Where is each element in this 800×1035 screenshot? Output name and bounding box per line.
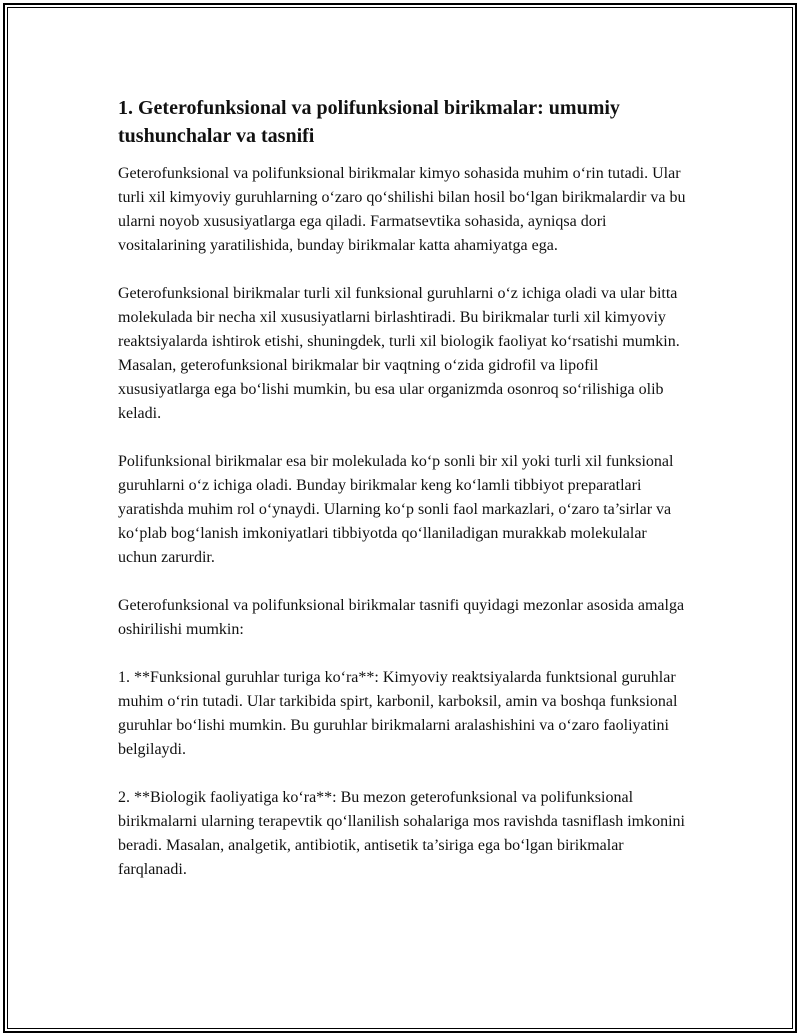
paragraph-classification-intro: Geterofunksional va polifunksional birikmalar tasnifi quyidagi mezonlar asosida amalga oshirilishi mumkin: xyxy=(118,597,685,638)
list-item-biological-activity: 2. **Biologik faoliyatiga ko‘ra**: Bu mezon geterofunksional va polifunksional birikmalarni ularning terapevtik qo‘llanilish sohalariga mos ravishda tasniflash imkonini beradi. Masalan, analgetik, antibiotik, antisetik ta’siriga ega bo‘lgan birikmalar farqlanadi. xyxy=(118,789,685,878)
paragraph-heterofunctional: Geterofunksional birikmalar turli xil funksional guruhlarni o‘z ichiga oladi va ular bitta molekulada bir necha xil xususiyatlarni birlashtiradi. Bu birikmalar turli xil kimyoviy reaktsiyalarda ishtirok etishi, shuningdek, turli xil biologik faoliyat ko‘rsatishi mumkin. Masalan, geterofunksional birikmalar bir vaqtning o‘zida gidrofil va lipofil xususiyatlarga ega bo‘lishi mumkin, bu esa ular organizmda osonroq so‘rilishiga olib keladi. xyxy=(118,285,680,422)
document-body xyxy=(118,94,688,906)
list-item-functional-groups: 1. **Funksional guruhlar turiga ko‘ra**: Kimyoviy reaktsiyalarda funktsional guruhlar muhim o‘rin tutadi. Ular tarkibida spirt, karbonil, karboksil, amin va boshqa funksional guruhlar bo‘lishi mumkin. Bu guruhlar birikmalarni aralashishini va o‘zaro faoliyatini belgilaydi. xyxy=(118,669,678,758)
paragraph-polyfunctional: Polifunksional birikmalar esa bir molekulada ko‘p sonli bir xil yoki turli xil funksional guruhlarni o‘z ichiga oladi. Bunday birikmalar keng ko‘lamli tibbiyot preparatlari yaratishda muhim rol o‘ynaydi. Ularning ko‘p sonli faol markazlari, o‘zaro ta’sirlar va ko‘plab bog‘lanish imkoniyatlari tibbiyotda qo‘llaniladigan murakkab molekulalar uchun zarurdir. xyxy=(118,453,674,566)
paragraph-intro: Geterofunksional va polifunksional birikmalar kimyo sohasida muhim o‘rin tutadi. Ular turli xil kimyoviy guruhlarning o‘zaro qo‘shilishi bilan hosil bo‘lgan birikmalardir va bu ularni noyob xususiyatlarga ega qiladi. Farmatsevtika sohasida, ayniqsa dori vositalarining yaratilishida, bunday birikmalar katta ahamiyatga ega. xyxy=(118,165,686,254)
section-heading: 1. Geterofunksional va polifunksional birikmalar: umumiy tushunchalar va tasnifi xyxy=(118,97,620,147)
